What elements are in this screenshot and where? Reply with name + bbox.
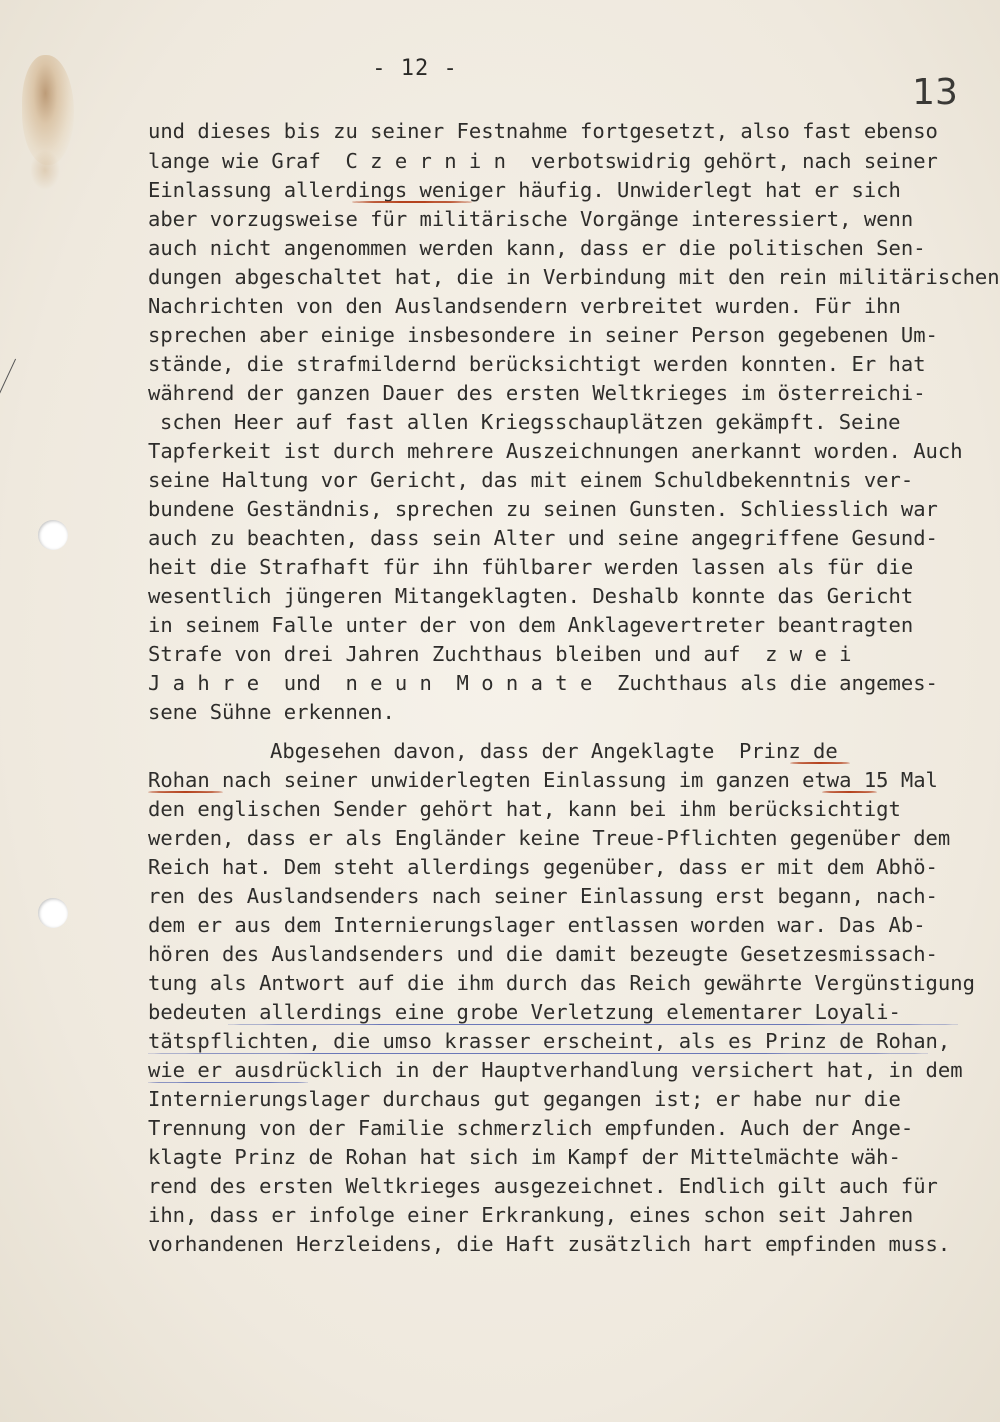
text-line: sene Sühne erkennen. <box>148 700 395 724</box>
text-line: Einlassung allerdings weniger häufig. Unwiderlegt hat er sich <box>148 178 901 202</box>
text-line: dungen abgeschaltet hat, die in Verbindung mit den rein militärischen <box>148 265 1000 289</box>
text-line: Trennung von der Familie schmerzlich empfunden. Auch der Ange- <box>148 1116 914 1140</box>
blue-pencil-underline <box>148 1082 308 1083</box>
text-line: in seinem Falle unter der von dem Anklagevertreter beantragten <box>148 613 914 637</box>
text-line: bedeuten allerdings eine grobe Verletzung elementarer Loyali- <box>148 1000 901 1024</box>
archive-folio-number: 13 <box>912 72 958 113</box>
text-line: lange wie Graf C z e r n i n verbotswidrig gehört, nach seiner <box>148 149 938 173</box>
text-line: Tapferkeit ist durch mehrere Auszeichnungen anerkannt worden. Auch <box>148 439 963 463</box>
text-line: Internierungslager durchaus gut gegangen ist; er habe nur die <box>148 1087 901 1111</box>
text-line: und dieses bis zu seiner Festnahme fortgesetzt, also fast ebenso <box>148 119 938 143</box>
text-line: Abgesehen davon, dass der Angeklagte Prinz de <box>270 739 838 763</box>
text-line: vorhandenen Herzleidens, die Haft zusätzlich hart empfinden muss. <box>148 1232 951 1256</box>
text-line: werden, dass er als Engländer keine Treue-Pflichten gegenüber dem <box>148 826 951 850</box>
text-line: aber vorzugsweise für militärische Vorgänge interessiert, wenn <box>148 207 914 231</box>
text-line: klagte Prinz de Rohan hat sich im Kampf der Mittelmächte wäh- <box>148 1145 901 1169</box>
red-pencil-underline <box>822 791 877 793</box>
text-line: seine Haltung vor Gericht, das mit einem Schuldbekenntnis ver- <box>148 468 914 492</box>
text-line: sprechen aber einige insbesondere in seiner Person gegebenen Um- <box>148 323 938 347</box>
text-line: Strafe von drei Jahren Zuchthaus bleiben und auf z w e i <box>148 642 852 666</box>
text-line: schen Heer auf fast allen Kriegsschauplätzen gekämpft. Seine <box>160 410 901 434</box>
text-line: ihn, dass er infolge einer Erkrankung, eines schon seit Jahren <box>148 1203 914 1227</box>
text-line: Nachrichten von den Auslandsendern verbreitet wurden. Für ihn <box>148 294 901 318</box>
text-line: Reich hat. Dem steht allerdings gegenüber, dass er mit dem Abhö- <box>148 855 938 879</box>
text-line: wie er ausdrücklich in der Hauptverhandlung versichert hat, in dem <box>148 1058 963 1082</box>
text-line: J a h r e und n e u n M o n a t e Zuchthaus als die angemes- <box>148 671 938 695</box>
page-number: - 12 - <box>372 56 458 81</box>
text-line: bundene Geständnis, sprechen zu seinen Gunsten. Schliesslich war <box>148 497 938 521</box>
red-pencil-underline <box>352 201 472 203</box>
text-line: wesentlich jüngeren Mitangeklagten. Deshalb konnte das Gericht <box>148 584 914 608</box>
text-line: hören des Auslandsenders und die damit bezeugte Gesetzesmissach- <box>148 942 938 966</box>
red-pencil-underline <box>790 762 850 764</box>
text-line: auch nicht angenommen werden kann, dass er die politischen Sen- <box>148 236 926 260</box>
text-line: auch zu beachten, dass sein Alter und seine angegriffene Gesund- <box>148 526 938 550</box>
blue-pencil-underline <box>228 1024 958 1025</box>
blue-pencil-underline <box>148 1053 928 1054</box>
text-line: tung als Antwort auf die ihm durch das Reich gewährte Vergünstigung <box>148 971 975 995</box>
text-line: während der ganzen Dauer des ersten Weltkrieges im österreichi- <box>148 381 926 405</box>
text-line: dem er aus dem Internierungslager entlassen worden war. Das Ab- <box>148 913 926 937</box>
text-line: heit die Strafhaft für ihn fühlbarer werden lassen als für die <box>148 555 914 579</box>
red-pencil-underline <box>148 791 223 793</box>
text-line: stände, die strafmildernd berücksichtigt werden konnten. Er hat <box>148 352 926 376</box>
text-line: tätspflichten, die umso krasser erscheint, als es Prinz de Rohan, <box>148 1029 951 1053</box>
text-line: den englischen Sender gehört hat, kann bei ihm berücksichtigt <box>148 797 901 821</box>
text-line: Rohan nach seiner unwiderlegten Einlassung im ganzen etwa 15 Mal <box>148 768 938 792</box>
text-line: rend des ersten Weltkrieges ausgezeichnet. Endlich gilt auch für <box>148 1174 938 1198</box>
text-line: ren des Auslandsenders nach seiner Einlassung erst begann, nach- <box>148 884 938 908</box>
